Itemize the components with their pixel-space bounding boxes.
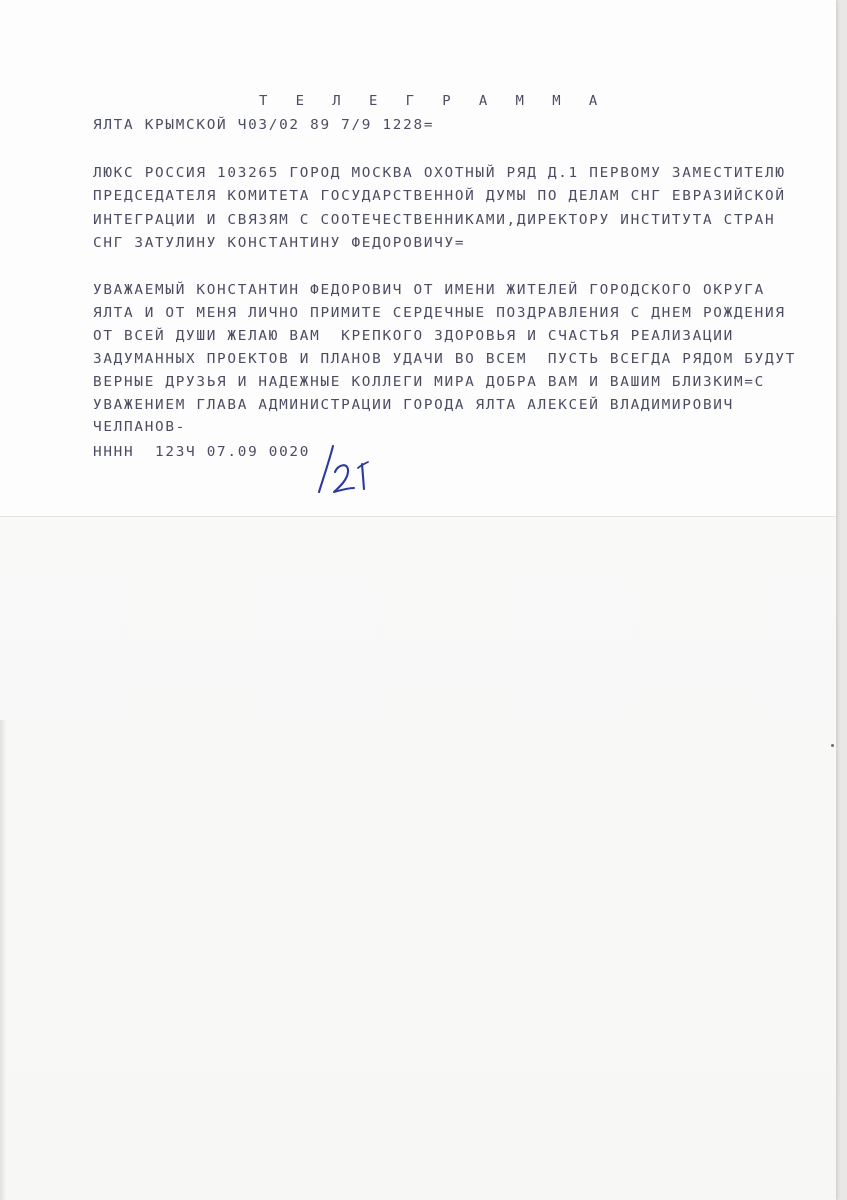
paper-speck (831, 744, 834, 747)
message-line: УВАЖАЕМЫЙ КОНСТАНТИН ФЕДОРОВИЧ ОТ ИМЕНИ ЖИТЕЛЕЙ ГОРОДСКОГО ОКРУГА (93, 283, 765, 298)
address-line: ИНТЕГРАЦИИ И СВЯЗЯМ С СООТЕЧЕСТВЕННИКАМИ,ДИРЕКТОРУ ИНСТИТУТА СТРАН (93, 213, 776, 228)
message-line: ЯЛТА И ОТ МЕНЯ ЛИЧНО ПРИМИТЕ СЕРДЕЧНЫЕ ПОЗДРАВЛЕНИЯ С ДНЕМ РОЖДЕНИЯ (93, 306, 786, 321)
address-line: ЛЮКС РОССИЯ 103265 ГОРОД МОСКВА ОХОТНЫЙ РЯД Д.1 ПЕРВОМУ ЗАМЕСТИТЕЛЮ (93, 166, 786, 181)
message-line: ЗАДУМАННЫХ ПРОЕКТОВ И ПЛАНОВ УДАЧИ ВО ВСЕМ ПУСТЬ ВСЕГДА РЯДОМ БУДУТ (93, 352, 797, 367)
telegram-tape-area (0, 0, 836, 517)
message-line: УВАЖЕНИЕМ ГЛАВА АДМИНИСТРАЦИИ ГОРОДА ЯЛТА АЛЕКСЕЙ ВЛАДИМИРОВИЧ (93, 398, 734, 413)
message-line: ОТ ВСЕЙ ДУШИ ЖЕЛАЮ ВАМ КРЕПКОГО ЗДОРОВЬЯ И СЧАСТЬЯ РЕАЛИЗАЦИИ (93, 329, 734, 344)
handwritten-number-mark (309, 440, 381, 498)
telegram-title: Т Е Л Е Г Р А М М А (259, 94, 608, 109)
telegram-header: ЯЛТА КРЫМСКОЙ Ч03/02 89 7/9 1228= (93, 118, 435, 133)
message-line: ВЕРНЫЕ ДРУЗЬЯ И НАДЕЖНЫЕ КОЛЛЕГИ МИРА ДОБРА ВАМ И ВАШИМ БЛИЗКИМ=С (93, 375, 765, 390)
telegram-footer: НННН 123Ч 07.09 0020 (93, 445, 311, 460)
message-line: ЧЕЛПАНОВ- (93, 420, 187, 435)
address-line: СНГ ЗАТУЛИНУ КОНСТАНТИНУ ФЕДОРОВИЧУ= (93, 236, 466, 251)
paper-edge-shadow (0, 720, 6, 1200)
address-line: ПРЕДСЕДАТЕЛЯ КОМИТЕТА ГОСУДАРСТВЕННОЙ ДУМЫ ПО ДЕЛАМ СНГ ЕВРАЗИЙСКОЙ (93, 189, 786, 204)
